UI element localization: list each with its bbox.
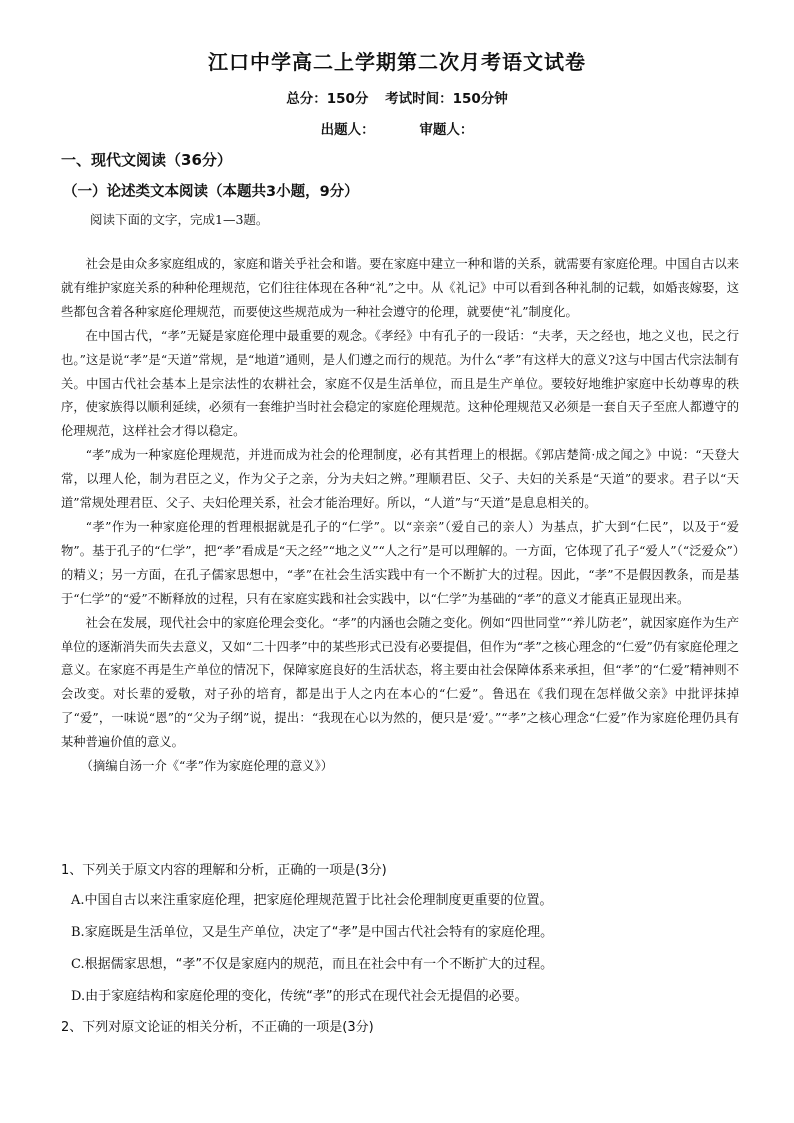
subsection-title: （一）论述类文本阅读（本题共3小题，9分） bbox=[63, 184, 359, 200]
option-text: 中国自古以来注重家庭伦理，把家庭伦理规范置于比社会伦理制度更重要的位置。 bbox=[84, 893, 553, 908]
exam-title: 江口中学高二上学期第二次月考语文试卷 bbox=[208, 50, 586, 74]
question-1 bbox=[61, 857, 751, 1013]
option-d[interactable] bbox=[71, 981, 751, 1013]
option-text: 家庭既是生活单位，又是生产单位，决定了“孝”是中国古代社会特有的家庭伦理。 bbox=[84, 925, 554, 940]
option-a[interactable] bbox=[71, 885, 751, 917]
reading-passage bbox=[61, 253, 739, 779]
section-title: 一、现代文阅读（36分） bbox=[61, 151, 232, 169]
passage-paragraph: “孝”作为一种家庭伦理的哲理根据就是孔子的“仁学”。以“亲亲”（爱自己的亲人）为基点，扩大到“仁民”，以及于“爱物”。基于孔子的“仁学”，把“孝”看成是“天之经”“地之义”“人之行”是可以理解的。一方面，它体现了孔子“爱人”（“泛爱众”）的精义；另一方面，在孔子儒家思想中，“孝”在社会生活实践中有一个不断扩大的过程。因此，“孝”不是假因教条，而是基于“仁学”的“爱”不断释放的过程，只有在家庭实践和社会实践中，以“仁学”为基础的“孝”的意义才能真正显现出来。 bbox=[61, 519, 739, 606]
option-letter: D. bbox=[71, 989, 86, 1004]
question-stem: 1、下列关于原文内容的理解和分析，正确的一项是(3分) bbox=[61, 863, 387, 878]
exam-meta bbox=[0, 87, 794, 107]
option-text: 根据儒家思想，“孝”不仅是家庭内的规范，而且在社会中有一个不断扩大的过程。 bbox=[84, 957, 554, 972]
passage-paragraph: “孝”成为一种家庭伦理规范，并进而成为社会的伦理制度，必有其哲理上的根据。《郭店楚简·成之闻之》中说：“天登大常，以理人伦，制为君臣之义，作为父子之亲，分为夫妇之辨。”理顺君臣、父子、夫妇的关系是“天道”的要求。君子以“天道”常规处理君臣、父子、夫妇伦理关系，社会才能治理好。所以，“人道”与“天道”是息息相关的。 bbox=[61, 448, 739, 511]
option-b[interactable] bbox=[71, 917, 751, 949]
exam-time: 考试时间：150分钟 bbox=[385, 91, 508, 107]
reading-instruction: 阅读下面的文字，完成1—3题。 bbox=[90, 212, 269, 227]
passage-paragraph: 在中国古代，“孝”无疑是家庭伦理中最重要的观念。《孝经》中有孔子的一段话：“夫孝，天之经也，地之义也，民之行也。”这是说“孝”是“天道”常规，是“地道”通则，是人们遵之而行的规范。为什么“孝”有这样大的意义?这与中国古代宗法制有关。中国古代社会基本上是宗法性的农耕社会，家庭不仅是生活单位，而且是生产单位。要较好地维护家庭中长幼尊卑的秩序，使家族得以顺利延续，必须有一套维护当时社会稳定的家庭伦理规范。这种伦理规范又必须是一套自天子至庶人都遵守的伦理规范，这样社会才得以稳定。 bbox=[61, 328, 739, 439]
option-letter: A. bbox=[71, 893, 85, 908]
option-text: 由于家庭结构和家庭伦理的变化，传统“孝”的形式在现代社会无提倡的必要。 bbox=[85, 989, 528, 1004]
passage-paragraph: 社会是由众多家庭组成的，家庭和谐关乎社会和谐。要在家庭中建立一种和谐的关系，就需要有家庭伦理。中国自古以来就有维护家庭关系的种种伦理规范，它们往往体现在各种“礼”之中。从《礼记》中可以看到各种礼制的记载，如婚丧嫁娶，这些都包含着各种家庭伦理规范，而要使这些规范成为一种社会遵守的伦理，就要使“礼”制度化。 bbox=[61, 257, 739, 319]
examiners-line bbox=[0, 118, 794, 138]
passage-paragraph: 社会在发展，现代社会中的家庭伦理会变化。“孝”的内涵也会随之变化。例如“四世同堂”“养儿防老”，就因家庭作为生产单位的逐渐消失而失去意义，又如“二十四孝”中的某些形式已没有必要提倡，但作为“孝”之核心理念的“仁爱”仍有家庭伦理之意义。在家庭不再是生产单位的情况下，保障家庭良好的生活状态，将主要由社会保障体系来承担，但“孝”的“仁爱”精神则不会改变。对长辈的爱敬，对子孙的培育，都是出于人之内在本心的“仁爱”。鲁迅在《我们现在怎样做父亲》中批评抹掉了“爱”，一味说“恩”的“父为子纲”说，提出：“我现在心以为然的，便只是‘爱’。”“孝”之核心理念“仁爱”作为家庭伦理仍具有某种普遍价值的意义。 bbox=[61, 615, 739, 750]
option-letter: B. bbox=[71, 925, 85, 940]
setter-label: 出题人： bbox=[320, 122, 375, 138]
total-score: 总分：150分 bbox=[286, 91, 369, 107]
question-2-stem: 2、下列对原文论证的相关分析，不正确的一项是(3分) bbox=[61, 1020, 374, 1035]
passage-source: （摘编自汤一介《“孝”作为家庭伦理的意义》） bbox=[80, 759, 334, 774]
reviewer-label: 审题人： bbox=[419, 122, 474, 138]
option-c[interactable] bbox=[71, 949, 751, 981]
option-letter: C. bbox=[71, 957, 85, 972]
